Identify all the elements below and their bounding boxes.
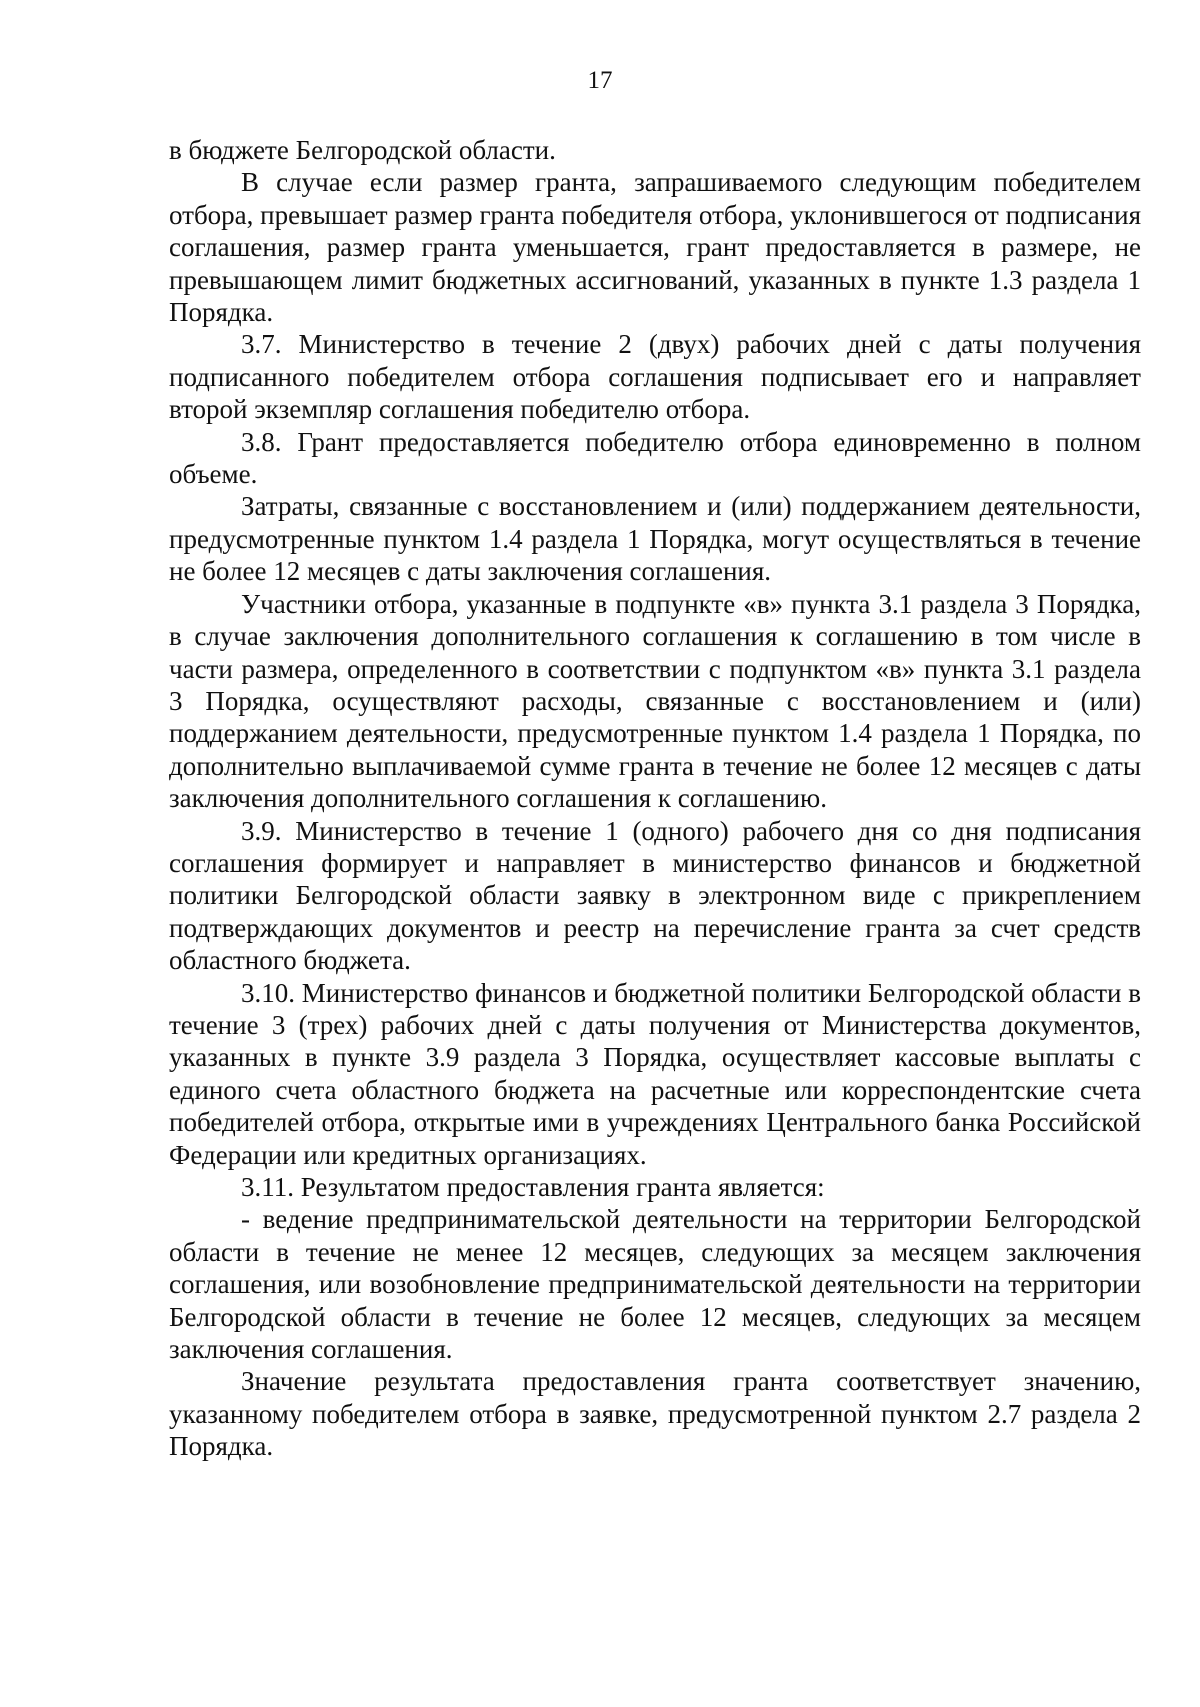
paragraph-result-value: Значение результата предоставления гранта соответствует значению, указанному победителем отбора в заявке, предусмотренной пунктом 2.7 раздела 2 Порядка. [169, 1366, 1141, 1462]
page-number: 17 [587, 67, 613, 94]
paragraph-participants: Участники отбора, указанные в подпункте «в» пункта 3.1 раздела 3 Порядка, в случае заключения дополнительного соглашения к соглашению в том числе в части размера, определенного в соответствии с подпунктом «в» пункта 3.1 раздела 3 Порядка, осуществляют расходы, связанные с восстановлением и (или) поддержанием деятельности, предусмотренные пунктом 1.4 раздела 1 Порядка, по дополнительно выплачиваемой сумме гранта в течение не более 12 месяцев с даты заключения дополнительного соглашения к соглашению. [169, 588, 1141, 814]
paragraph-result-item: - ведение предпринимательской деятельности на территории Белгородской области в течение не менее 12 месяцев, следующих за месяцем заключения соглашения, или возобновление предпринимательской деятельности на территории Белгородской области в течение не более 12 месяцев, следующих за месяцем заключения соглашения. [169, 1204, 1141, 1365]
paragraph-3-9: 3.9. Министерство в течение 1 (одного) рабочего дня со дня подписания соглашения формирует и направляет в министерство финансов и бюджетной политики Белгородской области заявку в электронном виде с прикреплением подтверждающих документов и реестр на перечисление гранта за счет средств областного бюджета. [169, 815, 1141, 976]
document-body [169, 134, 1141, 1463]
paragraph-costs: Затраты, связанные с восстановлением и (или) поддержанием деятельности, предусмотренные пунктом 1.4 раздела 1 Порядка, могут осуществляться в течение не более 12 месяцев с даты заключения соглашения. [169, 491, 1141, 587]
paragraph-3-7: 3.7. Министерство в течение 2 (двух) рабочих дней с даты получения подписанного победителем отбора соглашения подписывает его и направляет второй экземпляр соглашения победителю отбора. [169, 329, 1141, 425]
paragraph-3-11: 3.11. Результатом предоставления гранта является: [241, 1172, 825, 1202]
paragraph-grant-reduction: В случае если размер гранта, запрашиваемого следующим победителем отбора, превышает размер гранта победителя отбора, уклонившегося от подписания соглашения, размер гранта уменьшается, грант предоставляется в размере, не превышающем лимит бюджетных ассигнований, указанных в пункте 1.3 раздела 1 Порядка. [169, 167, 1141, 328]
paragraph-3-8: 3.8. Грант предоставляется победителю отбора единовременно в полном объеме. [169, 426, 1141, 490]
paragraph-budget-tail: в бюджете Белгородской области. [169, 135, 556, 165]
paragraph-3-10: 3.10. Министерство финансов и бюджетной политики Белгородской области в течение 3 (трех) рабочих дней с даты получения от Министерства документов, указанных в пункте 3.9 раздела 3 Порядка, осуществляет кассовые выплаты с единого счета областного бюджета на расчетные или корреспондентские счета победителей отбора, открытые ими в учреждениях Центрального банка Российской Федерации или кредитных организациях. [169, 977, 1141, 1170]
